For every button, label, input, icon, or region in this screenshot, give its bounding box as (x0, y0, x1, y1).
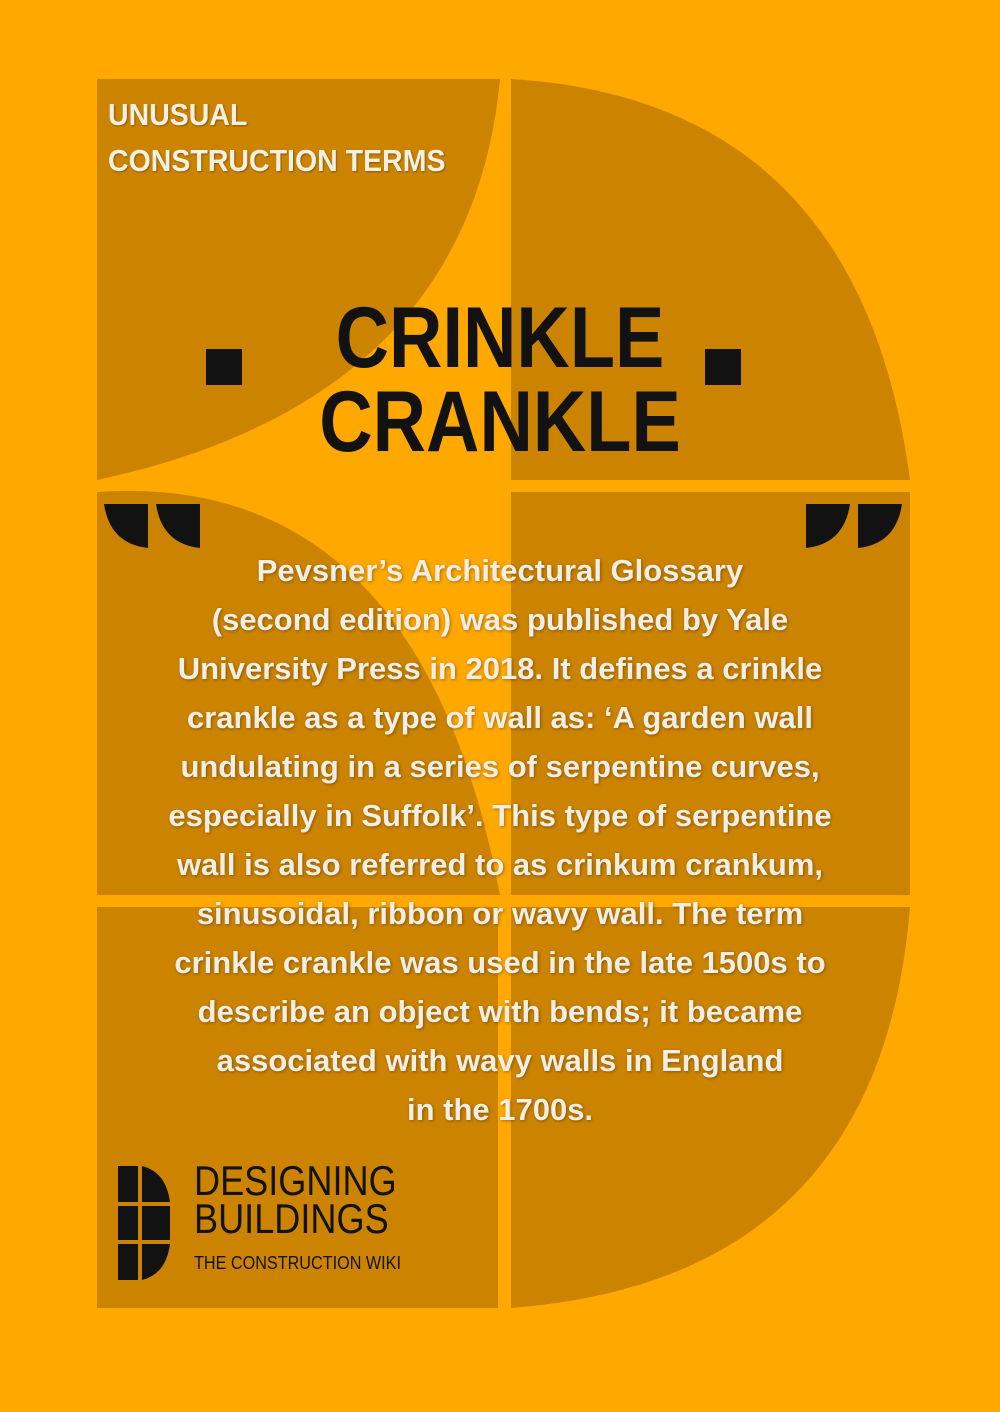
quote-line: Pevsner’s Architectural Glossary (256, 553, 744, 588)
series-kicker (108, 92, 445, 184)
designing-buildings-logo-icon (118, 1166, 170, 1280)
open-quote-icon (104, 504, 200, 548)
title-line-2: CRANKLE (319, 374, 681, 470)
kicker-line-1: UNUSUAL (108, 97, 248, 132)
term-title (285, 290, 715, 470)
quote-line: wall is also referred to as crinkum crankum, (176, 847, 824, 882)
brand-name-line-1: DESIGNING (194, 1157, 397, 1204)
kicker-line-2: CONSTRUCTION TERMS (108, 143, 446, 178)
close-quote-icon (806, 504, 902, 548)
quote-line: sinusoidal, ribbon or wavy wall. The term (196, 896, 804, 931)
quote-line: crankle as a type of wall as: ‘A garden wall (187, 700, 813, 735)
brand-name-line-2: BUILDINGS (194, 1195, 389, 1242)
title-line-1: CRINKLE (335, 290, 665, 386)
definition-quote (112, 546, 888, 1134)
brand-wordmark (194, 1157, 430, 1274)
quote-line: crinkle crankle was used in the late 1500s to (174, 945, 826, 980)
quote-line: in the 1700s. (406, 1092, 594, 1127)
quote-line: associated with wavy walls in England (216, 1043, 784, 1078)
quote-line: (second edition) was published by Yale (211, 602, 789, 637)
quote-line: undulating in a series of serpentine curves, (180, 749, 820, 784)
brand-tagline: THE CONSTRUCTION WIKI (194, 1253, 401, 1273)
quote-line: especially in Suffolk’. This type of serpentine (168, 798, 832, 833)
title-bullet-left (206, 349, 242, 385)
quote-line: University Press in 2018. It defines a crinkle (177, 651, 823, 686)
quote-line: describe an object with bends; it became (197, 994, 803, 1029)
